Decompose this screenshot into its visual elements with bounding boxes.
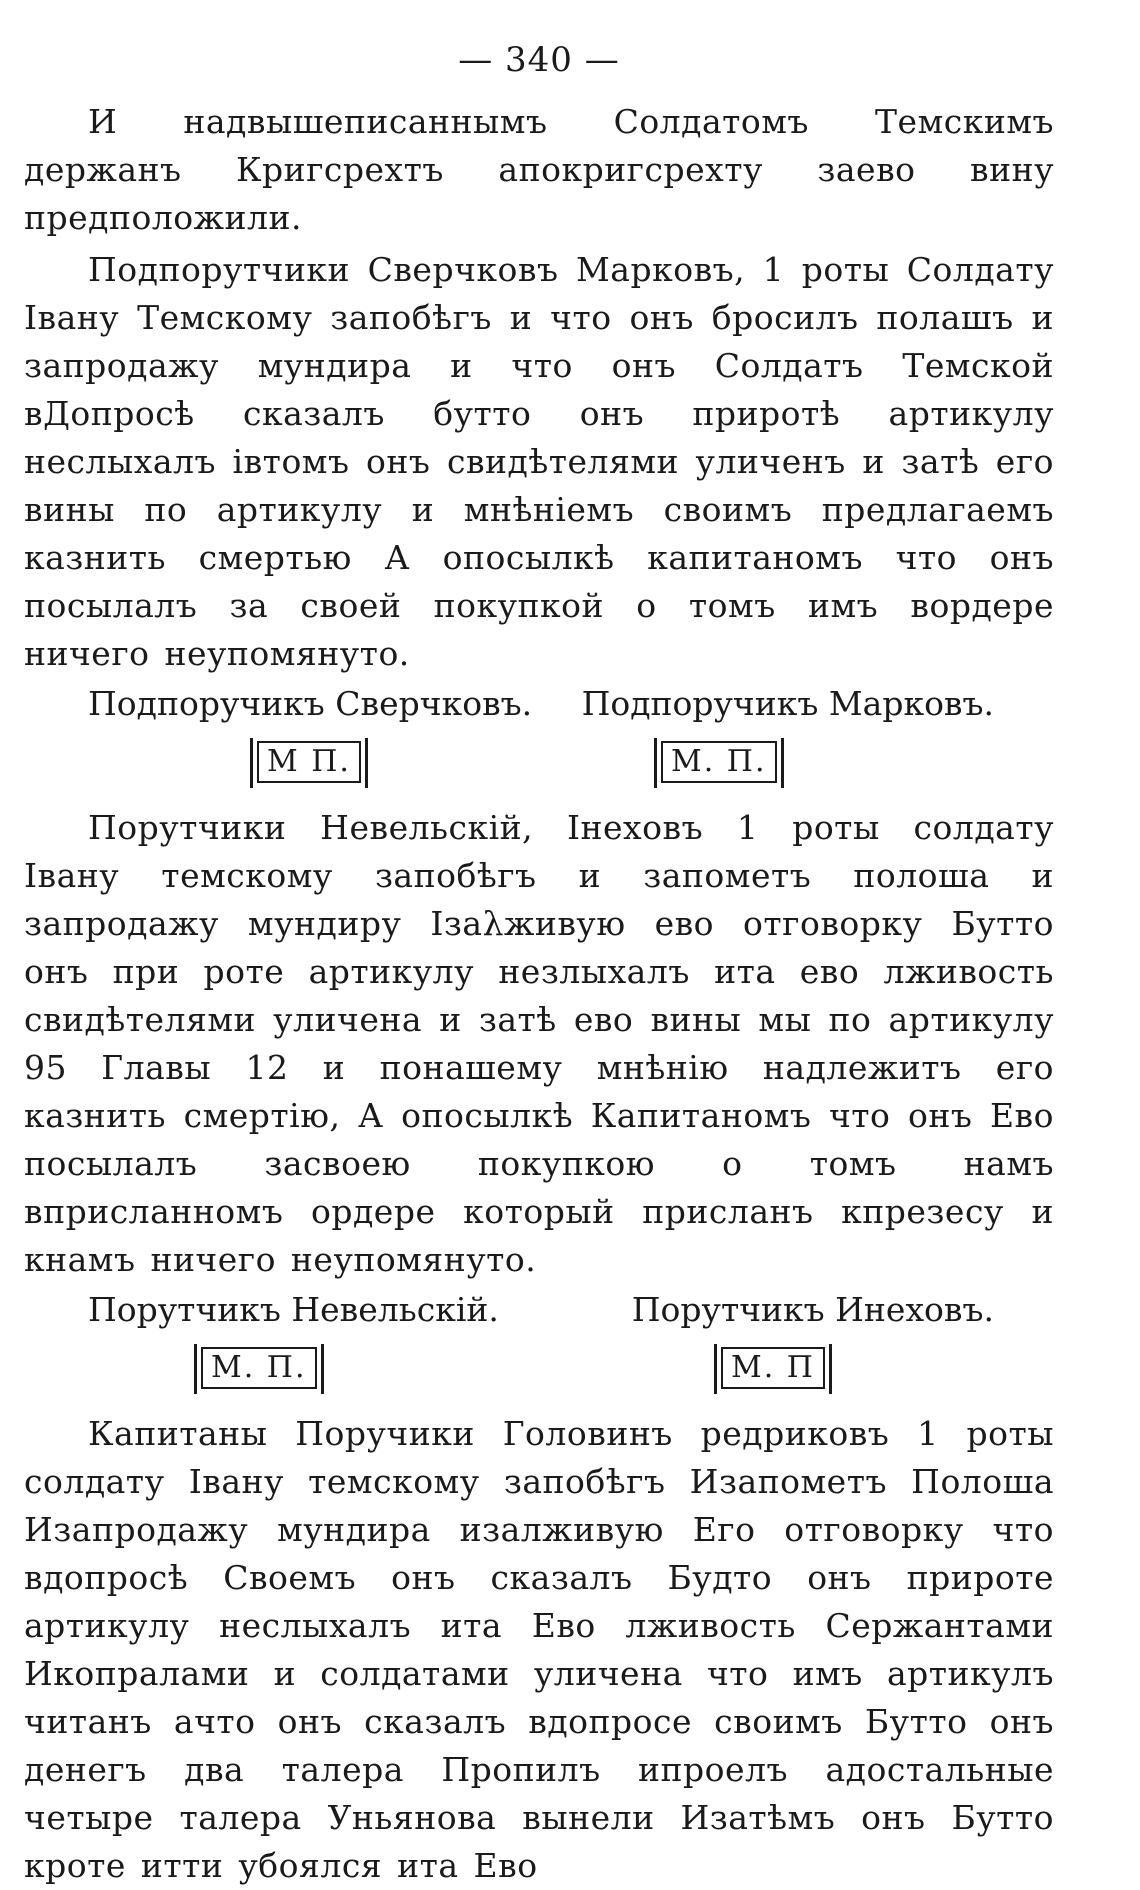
page-number: — 340 — (458, 40, 620, 80)
signature-sverchkov: Подпоручикъ Сверчковъ. (88, 684, 533, 723)
seal-stamp (714, 1344, 832, 1394)
seal-stamp (654, 738, 784, 788)
signature-inekhov: Порутчикъ Инеховъ. (631, 1290, 994, 1329)
paragraph-verdict-intro: И надвышеписаннымъ Солдатомъ Темскимъ держанъ Кригсрехтъ апокригсрехту заево вину предположили. (24, 102, 1054, 237)
document-page (24, 30, 1054, 1885)
seal-stamp (194, 1344, 324, 1394)
seal-label: М. П. (661, 741, 777, 783)
signature-markov: Подпоручикъ Марковъ. (581, 684, 994, 723)
seal-label: М. П. (201, 1347, 317, 1389)
paragraph-opinion-nevelsky-inekhov: Порутчики Невельскій, Інеховъ 1 роты солдату Івану темскому запобѣгъ и запометъ полоша и запродажу мундиру Ізаλживую ево отговорку Бутто онъ при роте артикулу незлыхалъ ита ево лживость свидѣтелями уличена и затѣ ево вины мы по артикулу 95 Главы 12 и понашему мнѣнію надлежитъ его казнить смертію, А опосылкѣ Капитаномъ что онъ Ево посылалъ засвоею покупкою о томъ намъ вприсланномъ ордере который присланъ кпрезесу и кнамъ ничего неупомянуто. (24, 808, 1054, 1279)
seal-label: М. П (721, 1347, 825, 1389)
seal-row-1 (24, 732, 1054, 794)
paragraph-opinion-golovin-redrikov: Капитаны Поручики Головинъ редриковъ 1 роты солдату Івану темскому запобѣгъ Изапометъ Полоша Изапродажу мундира изалживую Его отговорку что вдопросѣ Своемъ онъ сказалъ Будто онъ прироте артикулу неслыхалъ ита Ево лживость Сержантами Икопралами и солдатами уличена что имъ артикулъ читанъ ачто онъ сказалъ вдопросе своимъ Бутто онъ денегъ два талера Пропилъ ипроелъ адостальные четыре талера Уньянова вынели Изатѣмъ онъ Бутто кроте итти убоялся ита Ево (24, 1414, 1054, 1885)
signature-row-1 (24, 680, 1054, 728)
paragraph-opinion-sverchkov-markov: Подпорутчики Сверчковъ Марковъ, 1 роты Солдату Івану Темскому запобѣгъ и что онъ бросилъ полашъ и запродажу мундира и что онъ Солдатъ Темской вДопросѣ сказалъ бутто онъ приротѣ артикулу неслыхалъ івтомъ онъ свидѣтелями уличенъ и затѣ его вины по артикулу и мнѣніемъ своимъ предлагаемъ казнить смертью А опосылкѣ капитаномъ что онъ посылалъ за своей покупкой о томъ имъ вордере ничего неупомянуто. (24, 250, 1054, 673)
seal-stamp (250, 738, 368, 788)
seal-row-2 (24, 1338, 1054, 1400)
seal-label: М П. (257, 741, 361, 783)
signature-row-2 (24, 1286, 1054, 1334)
signature-nevelsky: Порутчикъ Невельскій. (88, 1290, 499, 1329)
